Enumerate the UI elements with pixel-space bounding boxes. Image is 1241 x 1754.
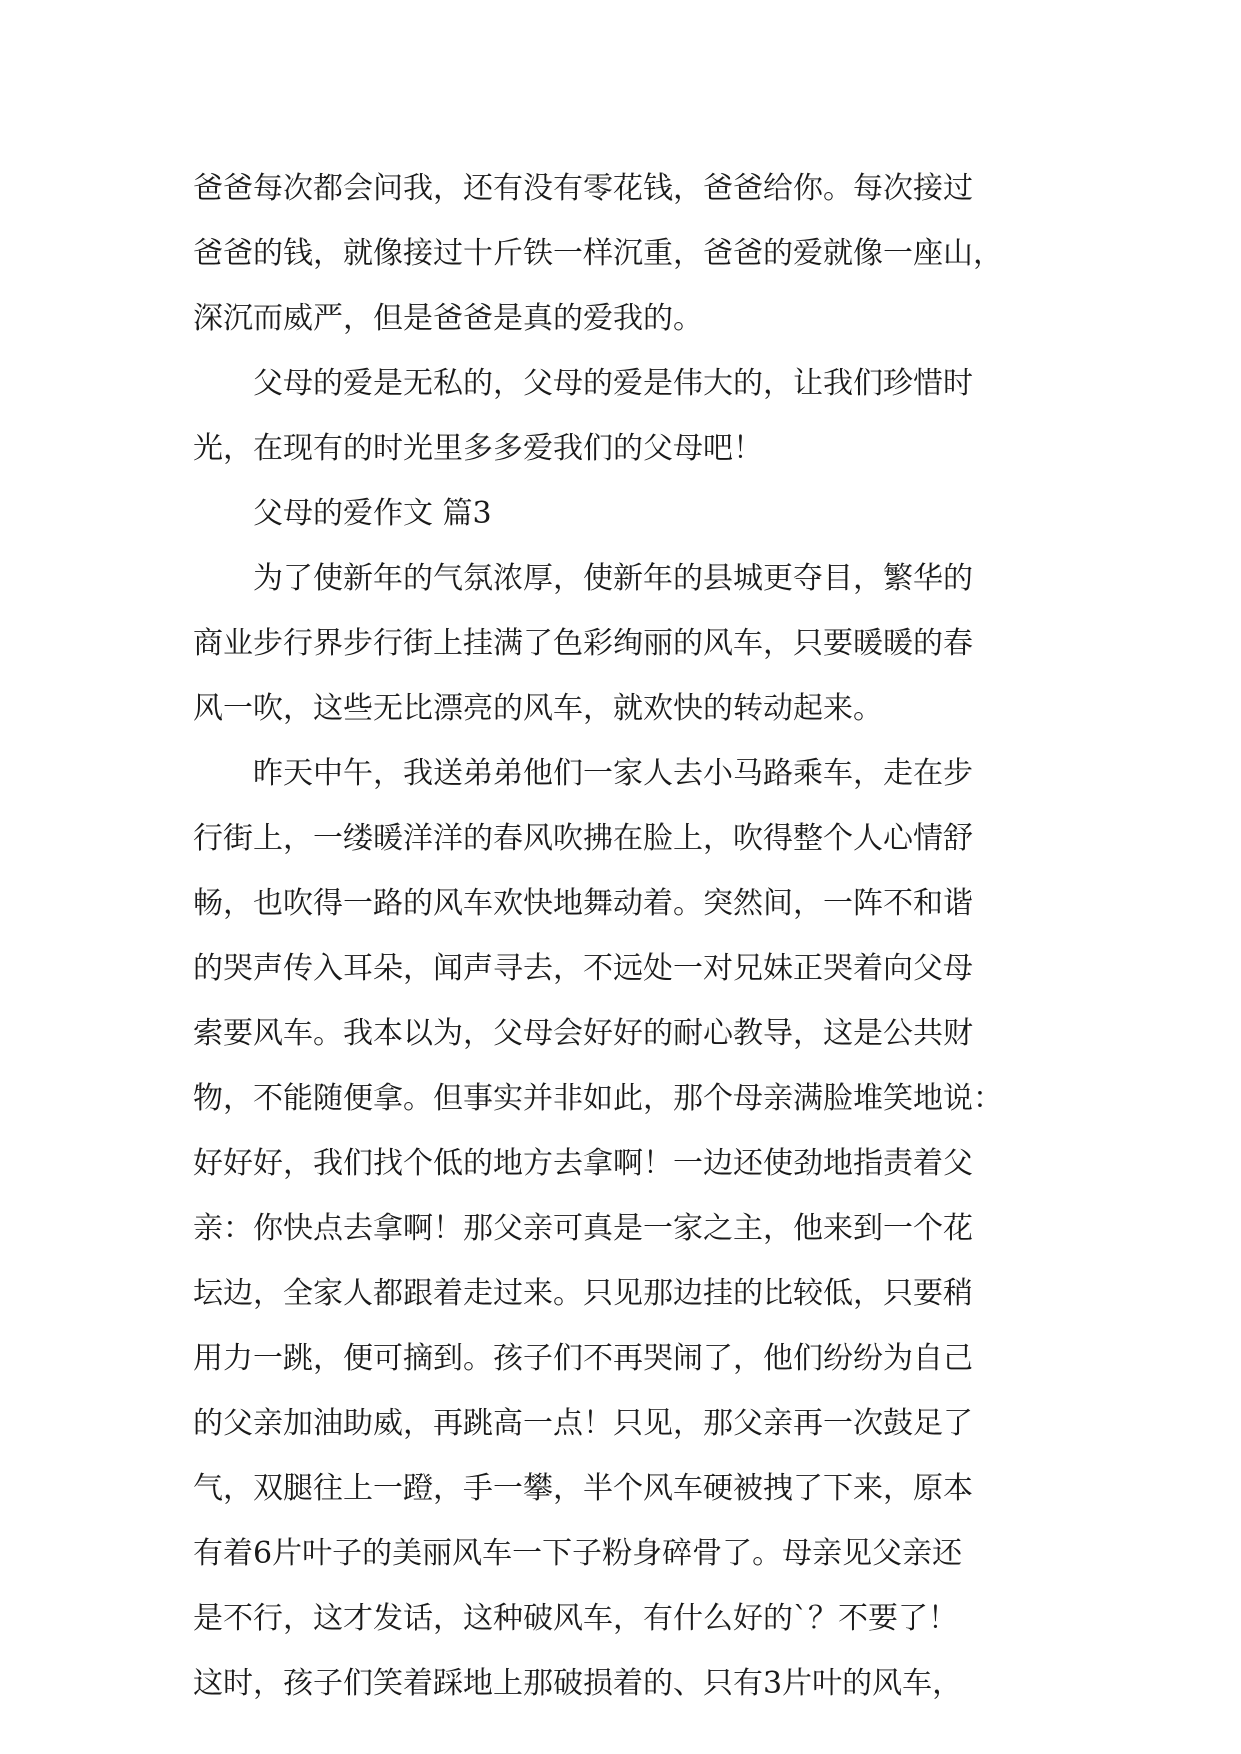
text-line: 是不行，这才发话，这种破风车，有什么好的`？不要了！ <box>193 1601 958 1636</box>
text-line: 气，双腿往上一蹬，手一攀，半个风车硬被拽了下来，原本 <box>193 1471 973 1506</box>
text-line: 深沉而威严，但是爸爸是真的爱我的。 <box>193 301 703 336</box>
text-line: 昨天中午，我送弟弟他们一家人去小马路乘车，走在步 <box>193 756 973 791</box>
text-line: 商业步行界步行街上挂满了色彩绚丽的风车，只要暖暖的春 <box>193 626 973 661</box>
text-line: 风一吹，这些无比漂亮的风车，就欢快的转动起来。 <box>193 691 883 726</box>
section-heading: 父母的爱作文 篇3 <box>193 496 492 531</box>
text-line: 光，在现有的时光里多多爱我们的父母吧！ <box>193 431 763 466</box>
text-line: 用力一跳，便可摘到。孩子们不再哭闹了，他们纷纷为自己 <box>193 1341 973 1376</box>
text-line: 坛边，全家人都跟着走过来。只见那边挂的比较低，只要稍 <box>193 1276 973 1311</box>
text-line: 索要风车。我本以为，父母会好好的耐心教导，这是公共财 <box>193 1016 973 1051</box>
text-line: 的哭声传入耳朵，闻声寻去，不远处一对兄妹正哭着向父母 <box>193 951 973 986</box>
text-line: 这时，孩子们笑着踩地上那破损着的、只有3片叶的风车， <box>193 1666 963 1701</box>
text-line: 物，不能随便拿。但事实并非如此，那个母亲满脸堆笑地说： <box>193 1081 1003 1116</box>
text-line: 亲：你快点去拿啊！那父亲可真是一家之主，他来到一个花 <box>193 1211 973 1246</box>
text-line: 爸爸每次都会问我，还有没有零花钱，爸爸给你。每次接过 <box>193 171 973 206</box>
text-line: 父母的爱是无私的，父母的爱是伟大的，让我们珍惜时 <box>193 366 973 401</box>
article-body <box>193 156 1063 1716</box>
text-line: 有着6片叶子的美丽风车一下子粉身碎骨了。母亲见父亲还 <box>193 1536 963 1571</box>
text-line: 为了使新年的气氛浓厚，使新年的县城更夺目，繁华的 <box>193 561 973 596</box>
text-line: 行街上，一缕暖洋洋的春风吹拂在脸上，吹得整个人心情舒 <box>193 821 973 856</box>
text-line: 畅，也吹得一路的风车欢快地舞动着。突然间，一阵不和谐 <box>193 886 973 921</box>
text-line: 的父亲加油助威，再跳高一点！只见，那父亲再一次鼓足了 <box>193 1406 973 1441</box>
text-line: 爸爸的钱，就像接过十斤铁一样沉重，爸爸的爱就像一座山， <box>193 236 1003 271</box>
text-line: 好好好，我们找个低的地方去拿啊！一边还使劲地指责着父 <box>193 1146 973 1181</box>
